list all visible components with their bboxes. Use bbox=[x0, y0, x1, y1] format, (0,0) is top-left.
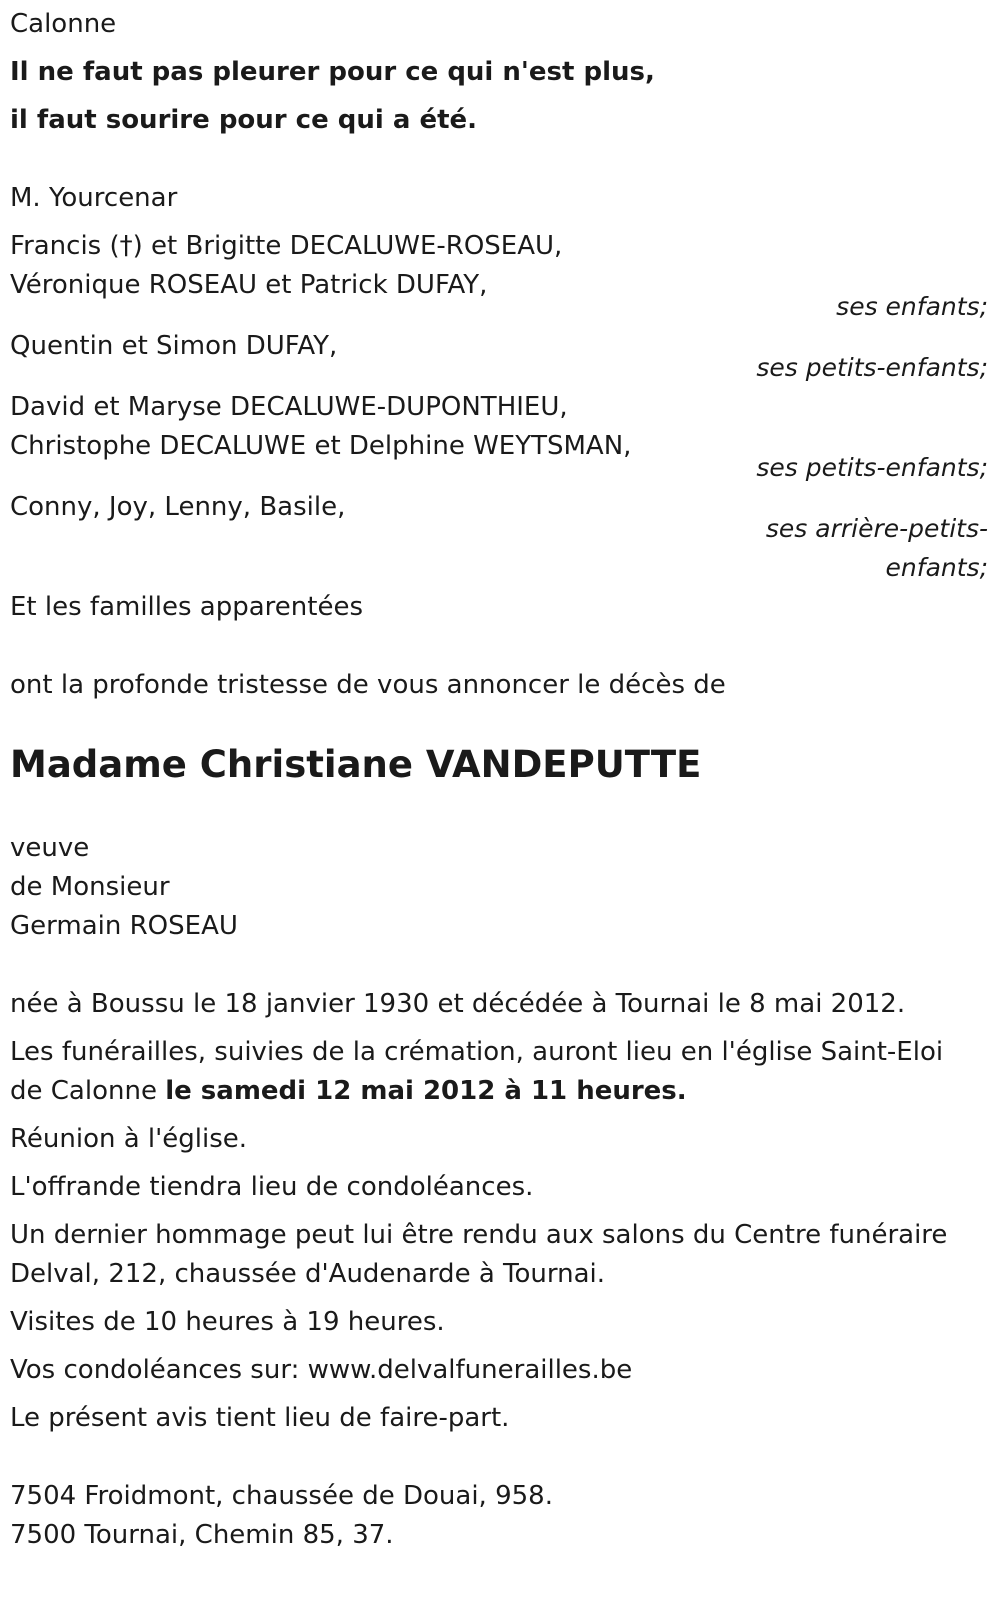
tribute-line-1: Un dernier hommage peut lui être rendu aux salons du Centre funéraire bbox=[10, 1220, 948, 1250]
visits-text: Visites de 10 heures à 19 heures. bbox=[10, 1307, 445, 1337]
address-line-2: 7500 Tournai, Chemin 85, 37. bbox=[10, 1520, 394, 1550]
children-line-1: Francis (†) et Brigitte DECALUWE-ROSEAU, bbox=[10, 231, 563, 261]
grandchildren-2-role: ses petits-enfants; bbox=[756, 453, 988, 482]
widow-line-1: veuve bbox=[10, 833, 90, 863]
notice-text: Le présent avis tient lieu de faire-part. bbox=[10, 1403, 510, 1433]
condolences-text: Vos condoléances sur: www.delvalfunerailles.be bbox=[10, 1355, 633, 1385]
tribute-line-2: Delval, 212, chaussée d'Audenarde à Tournai. bbox=[10, 1259, 606, 1289]
grandchildren-1-line-1: Quentin et Simon DUFAY, bbox=[10, 331, 338, 361]
family-first: M. Yourcenar bbox=[10, 183, 178, 213]
quote-line-1: Il ne faut pas pleurer pour ce qui n'est plus, bbox=[10, 57, 655, 87]
widow-line-2: de Monsieur bbox=[10, 872, 170, 902]
address-line-1: 7504 Froidmont, chaussée de Douai, 958. bbox=[10, 1481, 553, 1511]
great-grandchildren-role-line-1: ses arrière-petits- bbox=[765, 514, 988, 543]
offering-text: L'offrande tiendra lieu de condoléances. bbox=[10, 1172, 534, 1202]
announcement-intro: ont la profonde tristesse de vous annoncer le décès de bbox=[10, 670, 726, 700]
meeting-text: Réunion à l'église. bbox=[10, 1124, 248, 1154]
birth-death: née à Boussu le 18 janvier 1930 et décédée à Tournai le 8 mai 2012. bbox=[10, 989, 906, 1019]
funeral-date-time: le samedi 12 mai 2012 à 11 heures. bbox=[165, 1076, 687, 1106]
grandchildren-2-line-1: David et Maryse DECALUWE-DUPONTHIEU, bbox=[10, 392, 568, 422]
grandchildren-2-line-2: Christophe DECALUWE et Delphine WEYTSMAN, bbox=[10, 431, 632, 461]
funeral-line-2 bbox=[10, 1076, 687, 1106]
funeral-line-2-prefix: de Calonne bbox=[10, 1076, 166, 1106]
grandchildren-1-role: ses petits-enfants; bbox=[756, 353, 988, 382]
children-line-2: Véronique ROSEAU et Patrick DUFAY, bbox=[10, 270, 488, 300]
place-name: Calonne bbox=[10, 9, 117, 39]
deceased-name: Madame Christiane VANDEPUTTE bbox=[10, 743, 702, 786]
quote-line-2: il faut sourire pour ce qui a été. bbox=[10, 105, 478, 135]
funeral-line-1: Les funérailles, suivies de la crémation, auront lieu en l'église Saint-Eloi bbox=[10, 1037, 944, 1067]
great-grandchildren-role-line-2: enfants; bbox=[885, 553, 988, 582]
great-grandchildren-line-1: Conny, Joy, Lenny, Basile, bbox=[10, 492, 346, 522]
children-role: ses enfants; bbox=[836, 292, 988, 321]
extended-family: Et les familles apparentées bbox=[10, 592, 364, 622]
widow-line-3: Germain ROSEAU bbox=[10, 911, 238, 941]
